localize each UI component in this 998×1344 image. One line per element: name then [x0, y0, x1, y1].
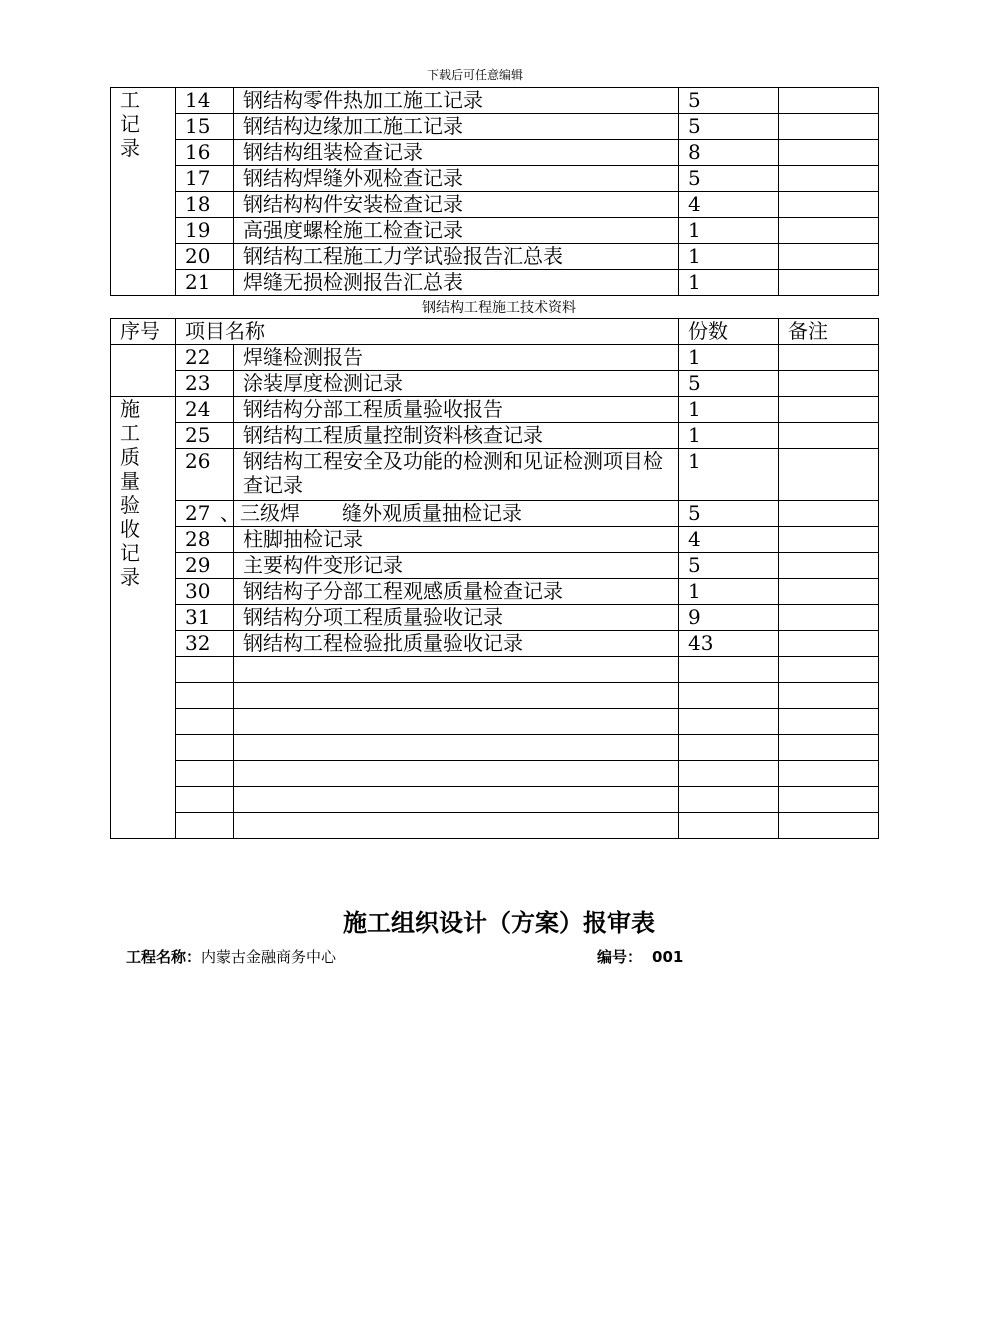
row-remark [779, 166, 879, 192]
row-copies: 9 [679, 605, 779, 631]
table-row [111, 114, 879, 140]
empty-row [111, 709, 879, 735]
row-copies: 1 [679, 449, 779, 501]
row-number: 24 [176, 397, 234, 423]
technical-data-table [110, 318, 879, 839]
category-cell: 工 记 录 [111, 88, 176, 296]
row-number: 30 [176, 579, 234, 605]
table-caption: 钢结构工程施工技术资料 [422, 300, 576, 316]
row-remark [779, 605, 879, 631]
row-copies: 5 [679, 553, 779, 579]
empty-row [111, 813, 879, 839]
row-remark [779, 244, 879, 270]
table-row [111, 449, 879, 501]
row-number: 22 [176, 345, 234, 371]
header-seq: 序号 [111, 319, 176, 345]
row-name: 钢结构工程施工力学试验报告汇总表 [234, 244, 679, 270]
row-number: 21 [176, 270, 234, 296]
row-remark [779, 192, 879, 218]
row-copies: 5 [679, 166, 779, 192]
row-name: 钢结构组装检查记录 [234, 140, 679, 166]
row-copies: 1 [679, 244, 779, 270]
row-number: 19 [176, 218, 234, 244]
row-name: 焊缝检测报告 [234, 345, 679, 371]
row-name: 钢结构构件安装检查记录 [234, 192, 679, 218]
row-copies: 1 [679, 397, 779, 423]
row-name: 、三级焊 缝外观质量抽检记录 [234, 501, 679, 527]
table-row [111, 218, 879, 244]
row-name: 焊缝无损检测报告汇总表 [234, 270, 679, 296]
table-row [111, 88, 879, 114]
row-copies: 1 [679, 218, 779, 244]
row-copies: 1 [679, 345, 779, 371]
row-copies: 5 [679, 501, 779, 527]
table-header-row [111, 319, 879, 345]
row-number: 23 [176, 371, 234, 397]
header-remark: 备注 [779, 319, 879, 345]
row-copies: 8 [679, 140, 779, 166]
row-name: 钢结构工程安全及功能的检测和见证检测项目检查记录 [234, 449, 679, 501]
row-number: 17 [176, 166, 234, 192]
table-row [111, 371, 879, 397]
category-cell: 施 工 质 量 验 收 记 录 [111, 397, 176, 839]
row-name: 钢结构零件热加工施工记录 [234, 88, 679, 114]
table-row [111, 140, 879, 166]
row-number: 14 [176, 88, 234, 114]
row-copies: 5 [679, 88, 779, 114]
row-number: 31 [176, 605, 234, 631]
row-name: 钢结构分部工程质量验收报告 [234, 397, 679, 423]
row-copies: 1 [679, 423, 779, 449]
document-number-value: 001 [652, 948, 684, 966]
row-remark [779, 579, 879, 605]
header-name: 项目名称 [176, 319, 679, 345]
row-copies: 5 [679, 371, 779, 397]
table-row [111, 501, 879, 527]
project-name-label: 工程名称： [126, 948, 202, 966]
table-row [111, 579, 879, 605]
table-row [111, 166, 879, 192]
row-remark [779, 88, 879, 114]
row-name: 柱脚抽检记录 [234, 527, 679, 553]
row-remark [779, 345, 879, 371]
row-number: 28 [176, 527, 234, 553]
row-name: 钢结构边缘加工施工记录 [234, 114, 679, 140]
table-row [111, 192, 879, 218]
row-name: 钢结构子分部工程观感质量检查记录 [234, 579, 679, 605]
row-remark [779, 270, 879, 296]
empty-row [111, 735, 879, 761]
row-number: 29 [176, 553, 234, 579]
row-number: 26 [176, 449, 234, 501]
row-name: 钢结构工程检验批质量验收记录 [234, 631, 679, 657]
row-copies: 4 [679, 192, 779, 218]
form-title: 施工组织设计（方案）报审表 [343, 909, 655, 937]
row-name: 钢结构焊缝外观检查记录 [234, 166, 679, 192]
table-row [111, 631, 879, 657]
row-number: 15 [176, 114, 234, 140]
row-remark [779, 423, 879, 449]
row-number: 27 [176, 501, 234, 527]
empty-row [111, 761, 879, 787]
row-copies: 1 [679, 270, 779, 296]
row-name: 主要构件变形记录 [234, 553, 679, 579]
row-remark [779, 371, 879, 397]
empty-category-cell [111, 345, 176, 397]
row-number: 18 [176, 192, 234, 218]
row-copies: 1 [679, 579, 779, 605]
row-copies: 5 [679, 114, 779, 140]
empty-row [111, 683, 879, 709]
row-name: 高强度螺栓施工检查记录 [234, 218, 679, 244]
header-copies: 份数 [679, 319, 779, 345]
row-remark [779, 553, 879, 579]
table-row [111, 345, 879, 371]
row-copies: 4 [679, 527, 779, 553]
row-remark [779, 218, 879, 244]
row-remark [779, 114, 879, 140]
table-row [111, 397, 879, 423]
row-number: 32 [176, 631, 234, 657]
empty-row [111, 787, 879, 813]
row-remark [779, 449, 879, 501]
document-number-line [597, 946, 683, 967]
table-continued [110, 87, 879, 296]
table-row [111, 244, 879, 270]
empty-row [111, 657, 879, 683]
project-name-value: 内蒙古金融商务中心 [201, 948, 337, 966]
row-remark [779, 631, 879, 657]
table-row [111, 270, 879, 296]
row-name: 钢结构分项工程质量验收记录 [234, 605, 679, 631]
row-remark [779, 140, 879, 166]
row-remark [779, 527, 879, 553]
row-number: 16 [176, 140, 234, 166]
row-number: 25 [176, 423, 234, 449]
row-name: 涂装厚度检测记录 [234, 371, 679, 397]
table-row [111, 423, 879, 449]
row-number: 20 [176, 244, 234, 270]
project-name-line [126, 946, 336, 967]
table-row [111, 553, 879, 579]
header-note: 下载后可任意编辑 [426, 68, 523, 82]
document-number-label: 编号： [597, 948, 643, 966]
row-remark [779, 397, 879, 423]
row-remark [779, 501, 879, 527]
row-name: 钢结构工程质量控制资料核查记录 [234, 423, 679, 449]
table-row [111, 527, 879, 553]
row-copies: 43 [679, 631, 779, 657]
table-row [111, 605, 879, 631]
